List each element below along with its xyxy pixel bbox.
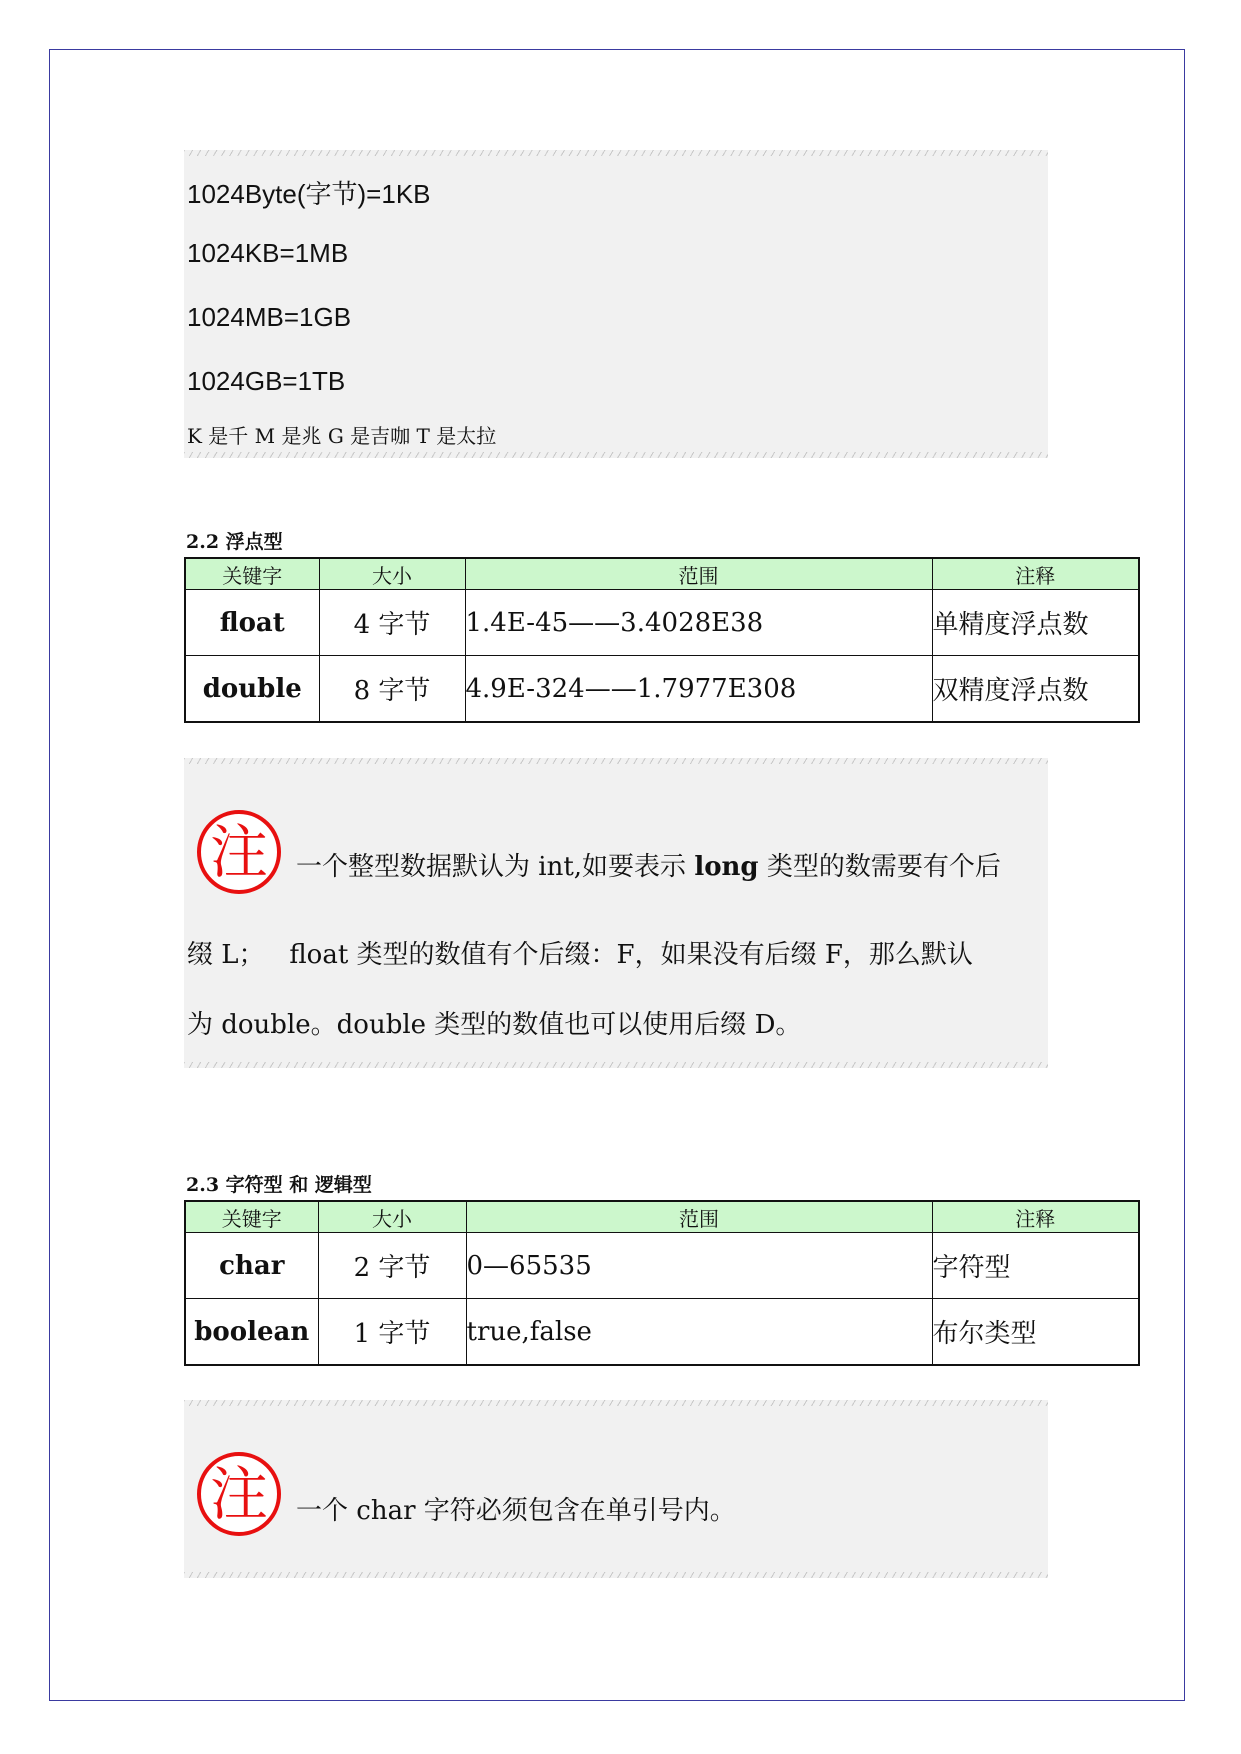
note-text-segment: 类型的数需要有个后	[758, 852, 1001, 882]
note-cell: 字符型	[932, 1233, 1139, 1299]
column-header: 关键字	[185, 1201, 318, 1233]
note-cell: 双精度浮点数	[932, 656, 1139, 723]
size-cell: 1 字节	[318, 1299, 466, 1366]
char-type-table	[184, 1200, 1140, 1366]
note-line-1	[296, 846, 1001, 883]
unit-line: 1024MB=1GB	[187, 302, 352, 332]
table-row	[185, 656, 1139, 723]
column-header: 范围	[466, 1201, 932, 1233]
range-cell: 0—65535	[466, 1233, 932, 1299]
note-line-3: 为 double。double 类型的数值也可以使用后缀 D。	[187, 1010, 802, 1040]
size-cell: 8 字节	[319, 656, 465, 723]
table-row	[185, 1233, 1139, 1299]
section-heading-float: 2.2 浮点型	[186, 531, 283, 553]
column-header: 大小	[319, 558, 465, 590]
table-row	[185, 1299, 1139, 1366]
size-cell: 4 字节	[319, 590, 465, 656]
note-line-2: 缀 L； float 类型的数值有个后缀：F，如果没有后缀 F，那么默认	[187, 940, 973, 970]
range-cell: true,false	[466, 1299, 932, 1366]
note-stamp-icon: 注	[197, 1452, 281, 1536]
note-stamp-icon: 注	[197, 810, 281, 894]
table-row	[185, 590, 1139, 656]
unit-line: 1024GB=1TB	[187, 366, 346, 396]
keyword-cell: char	[185, 1233, 318, 1299]
units-box	[184, 150, 1048, 458]
section-heading-char: 2.3 字符型 和 逻辑型	[186, 1174, 372, 1196]
column-header: 注释	[932, 1201, 1139, 1233]
column-header: 注释	[932, 558, 1139, 590]
range-cell: 4.9E-324——1.7977E308	[465, 656, 932, 723]
column-header: 大小	[318, 1201, 466, 1233]
unit-abbrev-line: K 是千 M 是兆 G 是吉咖 T 是太拉	[187, 424, 497, 448]
table-header-row	[185, 558, 1139, 590]
float-type-table	[184, 557, 1140, 723]
column-header: 范围	[465, 558, 932, 590]
char-note-box	[184, 1400, 1048, 1578]
note-line: 一个 char 字符必须包含在单引号内。	[296, 1496, 736, 1526]
column-header: 关键字	[185, 558, 319, 590]
range-cell: 1.4E-45——3.4028E38	[465, 590, 932, 656]
note-text-segment: 一个整型数据默认为 int,如要表示	[296, 852, 695, 882]
table-header-row	[185, 1201, 1139, 1233]
keyword-cell: boolean	[185, 1299, 318, 1366]
size-cell: 2 字节	[318, 1233, 466, 1299]
note-cell: 单精度浮点数	[932, 590, 1139, 656]
note-cell: 布尔类型	[932, 1299, 1139, 1366]
note-keyword-long: long	[694, 852, 759, 882]
keyword-cell: float	[185, 590, 319, 656]
float-note-box	[184, 758, 1048, 1068]
keyword-cell: double	[185, 656, 319, 723]
unit-line: 1024Byte(字节)=1KB	[187, 179, 431, 209]
unit-line: 1024KB=1MB	[187, 238, 349, 268]
